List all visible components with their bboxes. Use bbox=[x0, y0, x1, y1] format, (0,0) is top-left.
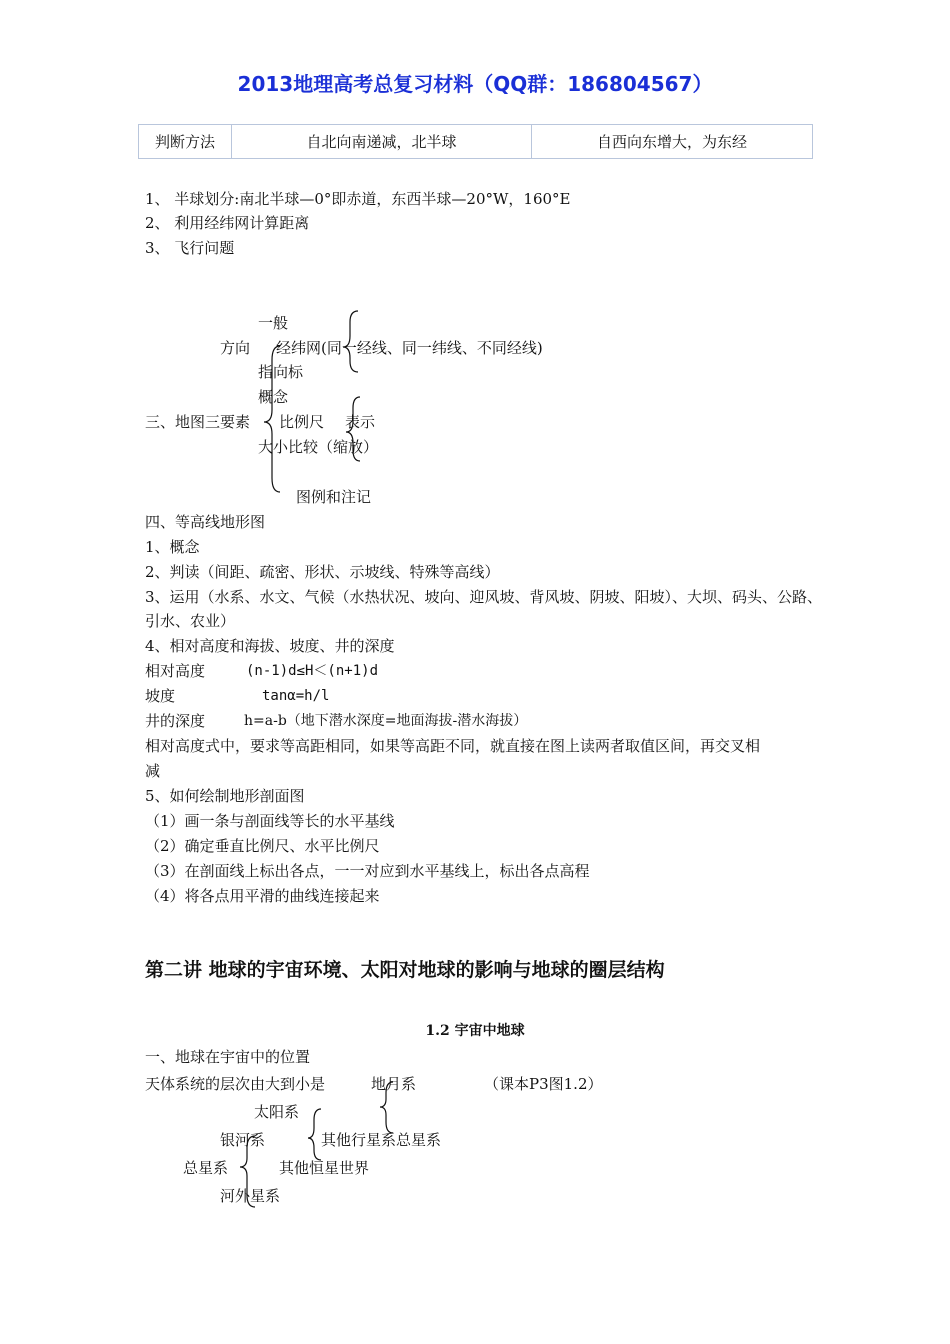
formula-slope: tanα=h/l bbox=[262, 688, 330, 704]
diagram-scale: 比例尺 bbox=[279, 413, 325, 431]
section-heading: 第二讲 地球的宇宙环境、太阳对地球的影响与地球的圈层结构 bbox=[145, 959, 665, 981]
brace-scale bbox=[346, 397, 360, 461]
diagram-direction: 方向 bbox=[220, 339, 251, 357]
hierarchy-intro: 天体系统的层次由大到小是 bbox=[145, 1075, 326, 1093]
list-item: 2、 利用经纬网计算距离 bbox=[145, 214, 310, 232]
cosmos-other-stars: 其他恒星世界 bbox=[279, 1159, 370, 1177]
cosmos-galaxy: 银河系 bbox=[220, 1131, 266, 1149]
brace-solar bbox=[308, 1109, 321, 1160]
diagram-size-compare: 大小比较（缩放） bbox=[258, 438, 379, 456]
cosmos-extragalactic: 河外星系 bbox=[220, 1187, 281, 1205]
list-item: 3、 飞行问题 bbox=[145, 239, 235, 257]
diagram-general: 一般 bbox=[258, 314, 289, 332]
note-step: （2）确定垂直比例尺、水平比例尺 bbox=[145, 837, 380, 855]
brace-direction bbox=[343, 311, 358, 372]
note-heading: 5、如何绘制地形剖面图 bbox=[145, 787, 305, 805]
diagram-legend: 图例和注记 bbox=[296, 488, 372, 506]
formula-label-slope: 坡度 bbox=[145, 687, 176, 705]
diagram-grid: 经纬网(同一经线、同一纬线、不同经线) bbox=[276, 339, 543, 357]
note-line: 相对高度式中，要求等高距相同，如果等高距不同，就直接在图上读两者取值区间，再交叉相 bbox=[145, 737, 761, 755]
note-step: （3）在剖面线上标出各点，一一对应到水平基线上，标出各点高程 bbox=[145, 862, 590, 880]
diagram-concept: 概念 bbox=[258, 388, 289, 406]
textbook-reference: （课本P3图1.2） bbox=[484, 1075, 603, 1093]
contour-item: 3、运用（水系、水文、气候（水热状况、坡向、迎风坡、背风坡、阴坡、阳坡）、大坝、码头、公路、 bbox=[145, 588, 823, 606]
contour-item: 2、判读（间距、疏密、形状、示坡线、特殊等高线） bbox=[145, 563, 500, 581]
contour-item: 4、相对高度和海拔、坡度、井的深度 bbox=[145, 637, 395, 655]
contour-heading: 四、等高线地形图 bbox=[145, 513, 266, 531]
formula-label-well: 井的深度 bbox=[145, 712, 206, 730]
hierarchy-earth-moon: 地月系 bbox=[371, 1075, 417, 1093]
table-cell-longitude: 自西向东增大，为东经 bbox=[532, 125, 813, 159]
diagram-three-elements: 三、地图三要素 bbox=[145, 413, 251, 431]
formula-relative: (n-1)d≤H＜(n+1)d bbox=[246, 663, 379, 679]
formula-well: h=a-b（地下潜水深度=地面海拔-潜水海拔） bbox=[244, 713, 528, 729]
diagram-pointer: 指向标 bbox=[258, 363, 304, 381]
position-heading: 一、地球在宇宙中的位置 bbox=[145, 1048, 311, 1066]
note-line: 减 bbox=[145, 762, 161, 780]
cosmos-universe: 总星系 bbox=[183, 1159, 229, 1177]
table-cell-method: 判断方法 bbox=[139, 125, 232, 159]
contour-item: 1、概念 bbox=[145, 538, 200, 556]
note-step: （4）将各点用平滑的曲线连接起来 bbox=[145, 887, 380, 905]
table-cell-latitude: 自北向南递减，北半球 bbox=[232, 125, 532, 159]
cosmos-other-planets: 其他行星系总星系 bbox=[321, 1131, 442, 1149]
note-step: （1）画一条与剖面线等长的水平基线 bbox=[145, 812, 395, 830]
diagram-express: 表示 bbox=[345, 413, 376, 431]
contour-item: 引水、农业） bbox=[145, 612, 236, 630]
document-title: 2013地理高考总复习材料（QQ群：186804567） bbox=[237, 72, 713, 96]
formula-label-relative: 相对高度 bbox=[145, 662, 206, 680]
list-item: 1、 半球划分:南北半球—0°即赤道，东西半球—20°W，160°E bbox=[145, 190, 571, 208]
brace-three-elements bbox=[264, 346, 280, 492]
subsection-heading: 1.2 宇宙中地球 bbox=[425, 1023, 525, 1039]
cosmos-solar: 太阳系 bbox=[254, 1103, 300, 1121]
